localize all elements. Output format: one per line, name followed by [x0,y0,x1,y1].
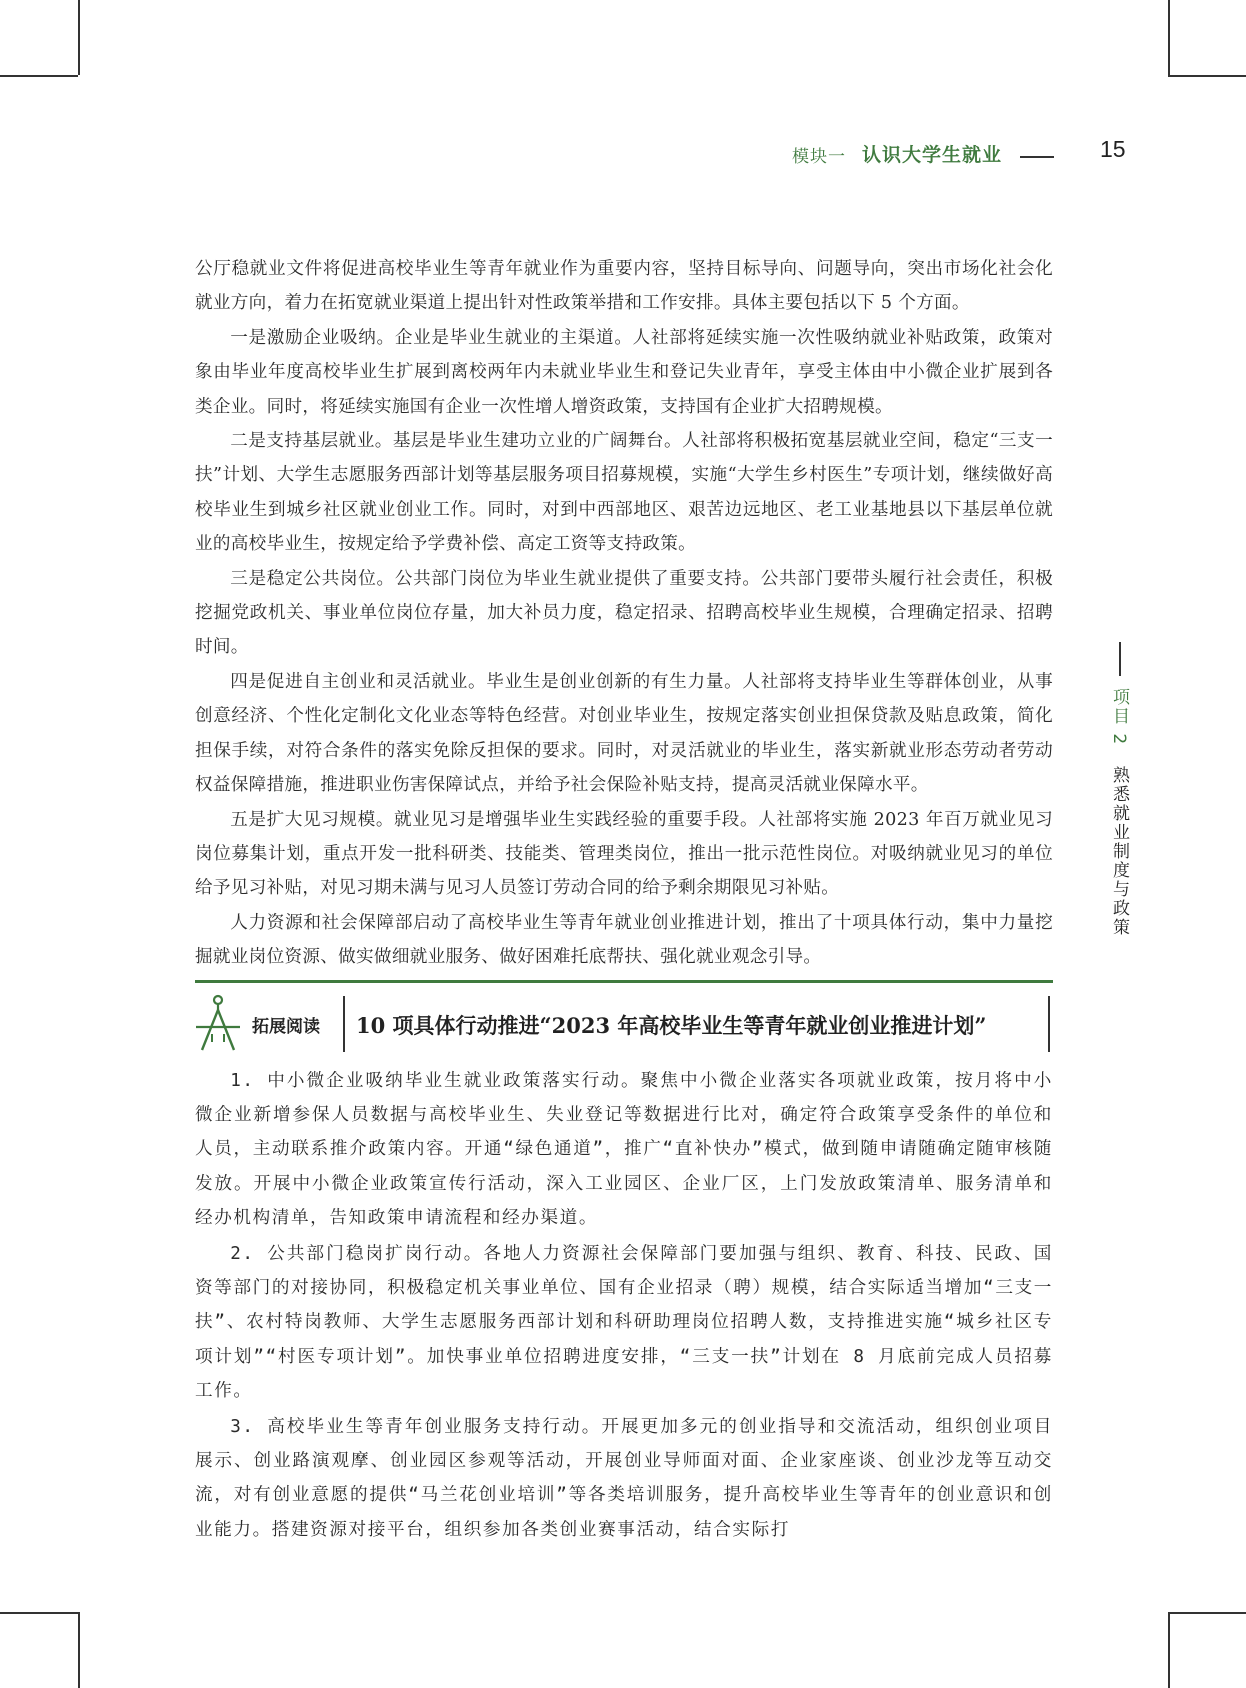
extended-paragraph: 3. 高校毕业生等青年创业服务支持行动。开展更加多元的创业指导和交流活动，组织创业项目展示、创业路演观摩、创业园区参观等活动，开展创业导师面对面、企业家座谈、创业沙龙等互动交流，对有创业意愿的提供“马兰花创业培训”等各类培训服务，提升高校毕业生等青年的创业意识和创业能力。搭建资源对接平台，组织参加各类创业赛事活动，结合实际打 [195,1417,1053,1540]
extended-divider [1048,996,1050,1052]
body-paragraph: 二是支持基层就业。基层是毕业生建功立业的广阔舞台。人社部将积极拓宽基层就业空间，稳定“三支一扶”计划、大学生志愿服务西部计划等基层服务项目招募规模，实施“大学生乡村医生”专项计划，继续做好高校毕业生到城乡社区就业创业工作。同时，对到中西部地区、艰苦边远地区、老工业基地县以下基层单位就业的高校毕业生，按规定给予学费补偿、高定工资等支持政策。 [195,431,1053,555]
body-paragraph: 人力资源和社会保障部启动了高校毕业生等青年就业创业推进计划，推出了十项具体行动，集中力量挖掘就业岗位资源、做实做细就业服务、做好困难托底帮扶、强化就业观念引导。 [195,912,1053,968]
body-paragraph: 公厅稳就业文件将促进高校毕业生等青年就业作为重要内容，坚持目标导向、问题导向，突出市场化社会化就业方向，着力在拓宽就业渠道上提出针对性政策举措和工作安排。具体主要包括以下 5 个方面。 [195,259,1053,314]
body-paragraph: 一是激励企业吸纳。企业是毕业生就业的主渠道。人社部将延续实施一次性吸纳就业补贴政策，政策对象由毕业年度高校毕业生扩展到离校两年内未就业毕业生和登记失业青年，享受主体由中小微企业扩展到各类企业。同时，将延续实施国有企业一次性增人增资政策，支持国有企业扩大招聘规模。 [195,327,1053,417]
extended-paragraph: 2. 公共部门稳岗扩岗行动。各地人力资源社会保障部门要加强与组织、教育、科技、民政、国资等部门的对接协同，积极稳定机关事业单位、国有企业招录（聘）规模，结合实际适当增加“三支一扶”、农村特岗教师、大学生志愿服务西部计划和科研助理岗位招聘人数，支持推进实施“城乡社区专项计划”“村医专项计划”。加快事业单位招聘进度安排，“三支一扶”计划在 8 月底前完成人员招募工作。 [195,1244,1053,1401]
crop-mark [1168,75,1246,77]
body-paragraph: 四是促进自主创业和灵活就业。毕业生是创业创新的有生力量。人社部将支持毕业生等群体创业，从事创意经济、个性化定制化文化业态等特色经营。对创业毕业生，按规定落实创业担保贷款及贴息政策，简化担保手续，对符合条件的落实免除反担保的要求。同时，对灵活就业的毕业生，落实新就业形态劳动者劳动权益保障措施，推进职业伤害保障试点，并给予社会保险补贴支持，提高灵活就业保障水平。 [195,671,1053,796]
header-module: 模块一 [792,147,846,167]
body-text [195,252,1053,975]
extended-reading-title: 10 项具体行动推进“2023 年高校毕业生等青年就业创业推进计划” [356,1013,987,1038]
side-label [1107,688,1132,937]
extended-reading-rule [195,980,1053,983]
crop-mark [1168,0,1170,75]
extended-reading-text [195,1064,1053,1547]
compass-icon [196,994,240,1054]
crop-mark [1168,1612,1170,1688]
side-title: 熟悉就业制度与政策 [1109,765,1129,937]
header-rule [1020,156,1054,158]
body-paragraph: 三是稳定公共岗位。公共部门岗位为毕业生就业提供了重要支持。公共部门要带头履行社会责任，积极挖掘党政机关、事业单位岗位存量，加大补员力度，稳定招录、招聘高校毕业生规模，合理确定招录、招聘时间。 [195,568,1053,658]
crop-mark [78,1612,80,1688]
crop-mark [1168,1612,1246,1614]
crop-mark [78,0,80,75]
extended-reading-label: 拓展阅读 [252,1017,320,1037]
body-paragraph: 五是扩大见习规模。就业见习是增强毕业生实践经验的重要手段。人社部将实施 2023 年百万就业见习岗位募集计划，重点开发一批科研类、技能类、管理类岗位，推出一批示范性岗位。对吸纳就业见习的单位给予见习补贴，对见习期未满与见习人员签订劳动合同的给予剩余期限见习补贴。 [195,809,1053,899]
extended-paragraph: 1. 中小微企业吸纳毕业生就业政策落实行动。聚焦中小微企业落实各项就业政策，按月将中小微企业新增参保人员数据与高校毕业生、失业登记等数据进行比对，确定符合政策享受条件的单位和人员，主动联系推介政策内容。开通“绿色通道”，推广“直补快办”模式，做到随申请随确定随审核随发放。开展中小微企业政策宣传行活动，深入工业园区、企业厂区，上门发放政策清单、服务清单和经办机构清单，告知政策申请流程和经办渠道。 [195,1071,1053,1228]
crop-mark [0,1612,78,1614]
side-project: 项目 2 [1109,688,1129,747]
side-rule [1119,642,1121,676]
crop-mark [0,75,78,77]
extended-divider [343,996,345,1052]
page-number: 15 [1100,136,1126,162]
header-title: 认识大学生就业 [862,144,1003,166]
